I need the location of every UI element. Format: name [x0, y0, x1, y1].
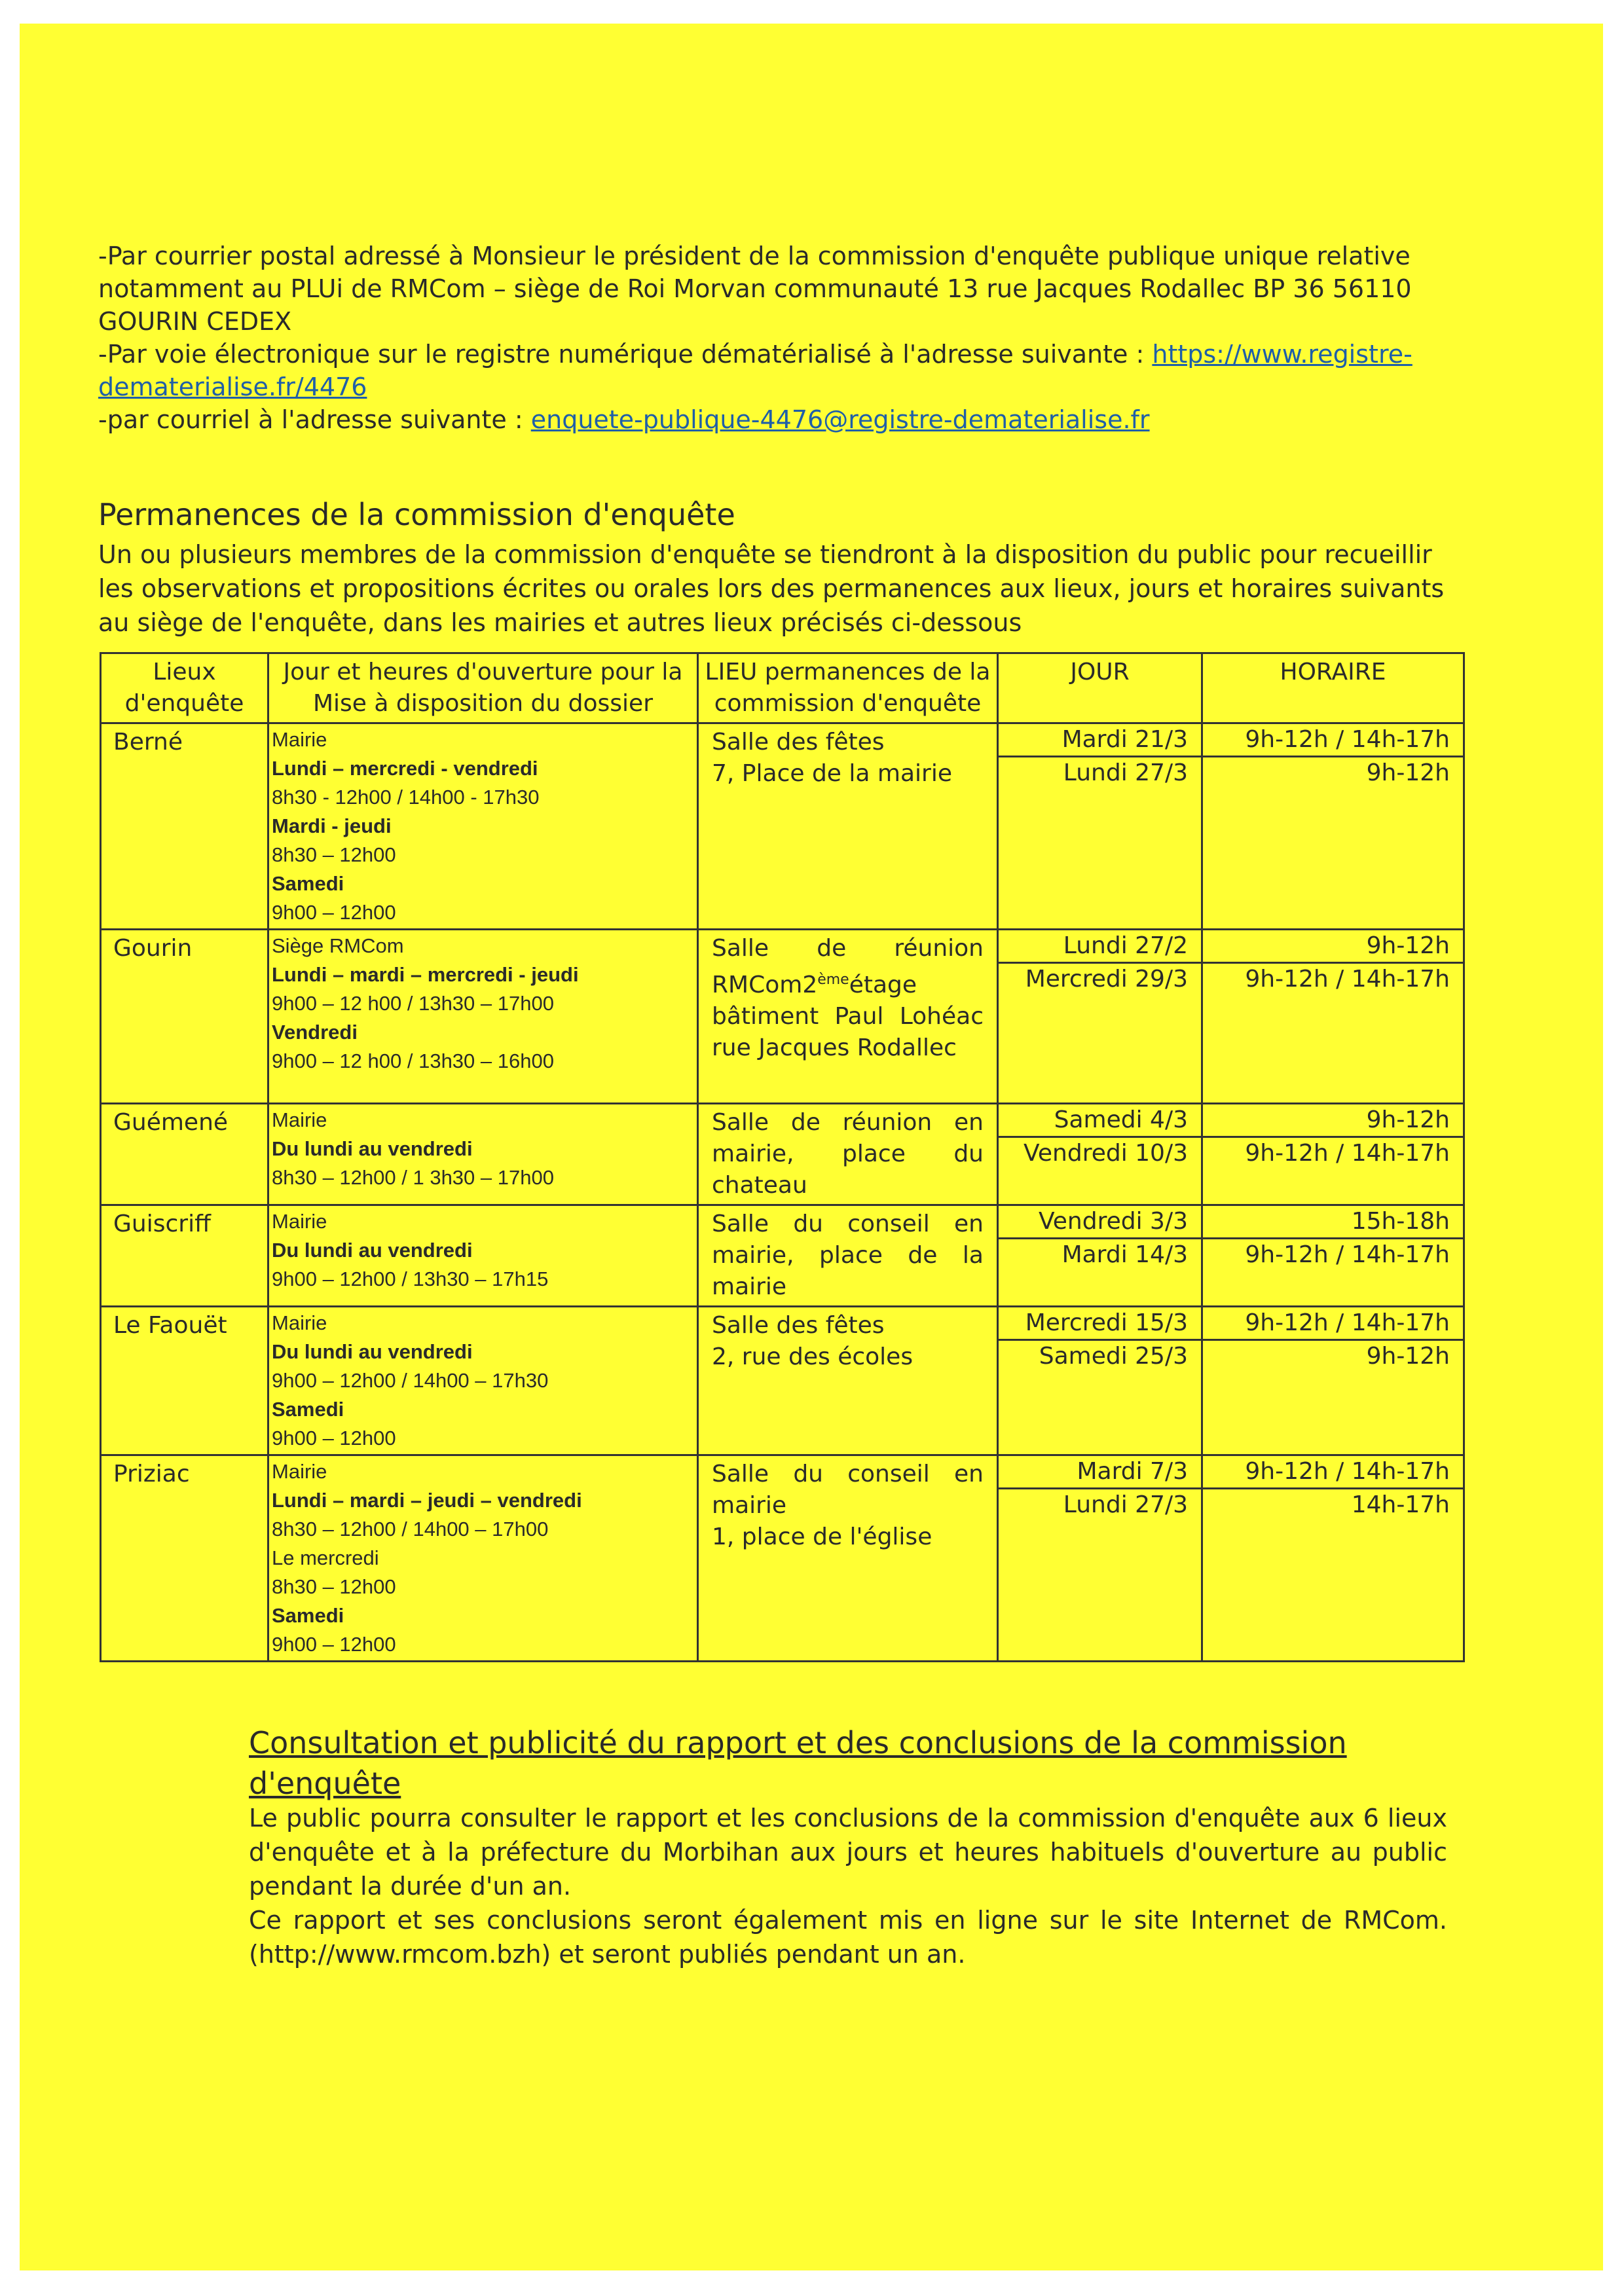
row-lieu: Salle de réunion en mairie, place du chateau [698, 1104, 998, 1205]
row-place: Guémené [101, 1104, 268, 1205]
row-jours: Mardi 21/3 Lundi 27/3 [998, 723, 1202, 930]
row-jours: Lundi 27/2 Mercredi 29/3 [998, 930, 1202, 1104]
row-horaires: 9h-12h 9h-12h / 14h-17h [1202, 1104, 1464, 1205]
row-lieu: Salle des fêtes 7, Place de la mairie [698, 723, 998, 930]
row-jours: Mardi 7/3 Lundi 27/3 [998, 1455, 1202, 1662]
table-header-row [101, 653, 1464, 723]
conclusions-paragraph-2: Ce rapport et ses conclusions seront également mis en ligne sur le site Internet de RMCom. (http://www.rmcom.bzh) et seront publiés pendant un an. [249, 1906, 1447, 1969]
electronic-registry-text: -Par voie électronique sur le registre numérique dématérialisé à l'adresse suivante : https://www.registre-dematerialise.fr/4476 [98, 340, 1412, 401]
table-row [101, 1205, 1464, 1307]
row-lieu: Salle de réunion RMCom2èmeétage bâtiment Paul Lohéac rue Jacques Rodallec [698, 930, 998, 1104]
row-horaires: 9h-12h / 14h-17h 9h-12h [1202, 723, 1464, 930]
row-horaires: 9h-12h / 14h-17h 14h-17h [1202, 1455, 1464, 1662]
row-place: Gourin [101, 930, 268, 1104]
header-lieu-permanences: LIEU permanences de la commission d'enquête [698, 653, 998, 723]
header-jour-heures: Jour et heures d'ouverture pour la Mise à disposition du dossier [268, 653, 698, 723]
header-jour: JOUR [998, 653, 1202, 723]
table-row [101, 930, 1464, 1104]
row-horaires: 9h-12h 9h-12h / 14h-17h [1202, 930, 1464, 1104]
yellow-notice-page [20, 24, 1603, 2270]
row-jours: Samedi 4/3 Vendredi 10/3 [998, 1104, 1202, 1205]
table-row [101, 723, 1464, 930]
table-row [101, 1455, 1464, 1662]
email-text: -par courriel à l'adresse suivante : enquete-publique-4476@registre-dematerialise.fr [98, 405, 1150, 434]
conclusions-paragraph-1: Le public pourra consulter le rapport et les conclusions de la commission d'enquête aux 6 lieux d'enquête et à la préfecture du Morbihan aux jours et heures habituels d'ouverture au public pendant la durée d'un an. [249, 1804, 1447, 1901]
row-opening-hours: Mairie Du lundi au vendredi 8h30 – 12h00 / 1 3h30 – 17h00 [268, 1104, 698, 1205]
row-lieu: Salle des fêtes 2, rue des écoles [698, 1307, 998, 1455]
registry-link[interactable]: https://www.registre-dematerialise.fr/4476 [98, 340, 1412, 401]
row-opening-hours: Mairie Lundi – mercredi - vendredi 8h30 - 12h00 / 14h00 - 17h30 Mardi - jeudi 8h30 – 12h00 Samedi 9h00 – 12h00 [268, 723, 698, 930]
conclusions-body [249, 1801, 1447, 1971]
row-place: Le Faouët [101, 1307, 268, 1455]
permanences-paragraph: Un ou plusieurs membres de la commission d'enquête se tiendront à la disposition du public pour recueillir les observations et propositions écrites ou orales lors des permanences aux lieux, jours et horaires suivants au siège de l'enquête, dans les mairies et autres lieux précisés ci-dessous [98, 540, 1445, 637]
row-opening-hours: Mairie Du lundi au vendredi 9h00 – 12h00 / 13h30 – 17h15 [268, 1205, 698, 1307]
row-opening-hours: Siège RMCom Lundi – mardi – mercredi - jeudi 9h00 – 12 h00 / 13h30 – 17h00 Vendredi 9h00 – 12 h00 / 13h30 – 16h00 [268, 930, 698, 1104]
row-lieu: Salle du conseil en mairie, place de la mairie [698, 1205, 998, 1307]
conclusions-heading: Consultation et publicité du rapport et des conclusions de la commission d'enquête [249, 1725, 1347, 1801]
permanences-heading: Permanences de la commission d'enquête [98, 497, 735, 532]
row-opening-hours: Mairie Lundi – mardi – jeudi – vendredi 8h30 – 12h00 / 14h00 – 17h00 Le mercredi 8h30 – 12h00 Samedi 9h00 – 12h00 [268, 1455, 698, 1662]
email-link[interactable]: enquete-publique-4476@registre-dematerialise.fr [530, 405, 1150, 434]
contact-methods [98, 240, 1447, 436]
table-row [101, 1307, 1464, 1455]
row-place: Berné [101, 723, 268, 930]
row-place: Guiscriff [101, 1205, 268, 1307]
postal-mail-text: -Par courrier postal adressé à Monsieur le président de la commission d'enquête publique unique relative notamment au PLUi de RMCom – siège de Roi Morvan communauté 13 rue Jacques Rodallec BP 36 56110 GOURIN CEDEX [98, 242, 1412, 336]
header-lieux: Lieux d'enquête [101, 653, 268, 723]
row-lieu: Salle du conseil en mairie 1, place de l'église [698, 1455, 998, 1662]
row-jours: Mercredi 15/3 Samedi 25/3 [998, 1307, 1202, 1455]
row-opening-hours: Mairie Du lundi au vendredi 9h00 – 12h00 / 14h00 – 17h30 Samedi 9h00 – 12h00 [268, 1307, 698, 1455]
row-horaires: 15h-18h 9h-12h / 14h-17h [1202, 1205, 1464, 1307]
row-horaires: 9h-12h / 14h-17h 9h-12h [1202, 1307, 1464, 1455]
table-row [101, 1104, 1464, 1205]
header-horaire: HORAIRE [1202, 653, 1464, 723]
row-place: Priziac [101, 1455, 268, 1662]
permanences-table [100, 652, 1465, 1662]
row-jours: Vendredi 3/3 Mardi 14/3 [998, 1205, 1202, 1307]
